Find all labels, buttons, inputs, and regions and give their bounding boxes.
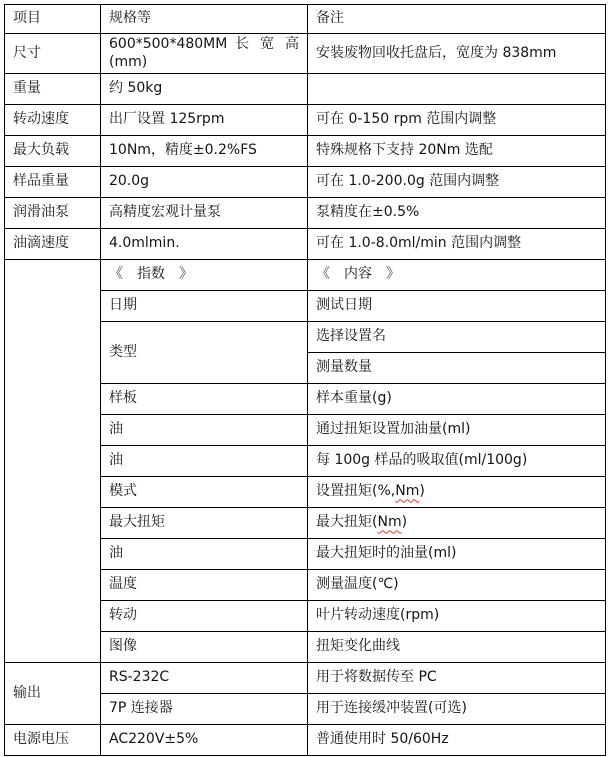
spec-cell: 模式 xyxy=(101,477,308,508)
note-cell: 安装废物回收托盘后，宽度为 838mm xyxy=(308,34,606,74)
row-weight xyxy=(5,74,606,105)
size-spec-line1: 600*500*480MM 长 宽 高 xyxy=(109,36,299,52)
note-cell: 用于将数据传至 PC xyxy=(308,663,606,694)
spec-cell: 4.0mlmin. xyxy=(101,229,308,260)
spec-cell: 油 xyxy=(101,415,308,446)
row-power xyxy=(5,725,606,756)
note-text-post: ) xyxy=(419,483,425,500)
note-cell: 选择设置名 xyxy=(308,322,606,353)
spec-cell: 温度 xyxy=(101,570,308,601)
spec-cell: 7P 连接器 xyxy=(101,694,308,725)
note-cell: 可在 1.0-200.0g 范围内调整 xyxy=(308,167,606,198)
note-cell xyxy=(308,508,606,539)
row-rotation-speed xyxy=(5,105,606,136)
note-cell: 样本重量(g) xyxy=(308,384,606,415)
note-cell: 泵精度在±0.5% xyxy=(308,198,606,229)
spec-cell: 10Nm，精度±0.2%FS xyxy=(101,136,308,167)
item-cell: 重量 xyxy=(5,74,101,105)
spec-cell: 图像 xyxy=(101,632,308,663)
header-item-cell: 项目 xyxy=(5,5,101,34)
note-cell xyxy=(308,477,606,508)
row-index-header xyxy=(5,260,606,291)
note-cell: 可在 1.0-8.0ml/min 范围内调整 xyxy=(308,229,606,260)
header-note-cell: 备注 xyxy=(308,5,606,34)
header-row xyxy=(5,5,606,34)
note-text-pre: 设置扭矩(%, xyxy=(316,483,396,500)
spec-cell: 日期 xyxy=(101,291,308,322)
note-cell: 特殊规格下支持 20Nm 选配 xyxy=(308,136,606,167)
merged-empty-item-cell xyxy=(5,260,101,663)
spellcheck-wavy-underline: Nm xyxy=(395,483,420,500)
spec-cell: RS-232C xyxy=(101,663,308,694)
spec-cell: 最大扭矩 xyxy=(101,508,308,539)
item-cell: 样品重量 xyxy=(5,167,101,198)
spec-cell: 转动 xyxy=(101,601,308,632)
note-cell: 用于连接缓冲装置(可选) xyxy=(308,694,606,725)
note-cell: 测量数量 xyxy=(308,353,606,384)
note-cell: 每 100g 样品的吸取值(ml/100g) xyxy=(308,446,606,477)
content-header-cell: 《 内容 》 xyxy=(308,260,606,291)
note-cell: 扭矩变化曲线 xyxy=(308,632,606,663)
note-text-pre: 最大扭矩( xyxy=(316,514,378,531)
note-cell: 叶片转动速度(rpm) xyxy=(308,601,606,632)
item-cell: 转动速度 xyxy=(5,105,101,136)
item-cell: 电源电压 xyxy=(5,725,101,756)
spec-cell: 出厂设置 125rpm xyxy=(101,105,308,136)
row-output-rs232 xyxy=(5,663,606,694)
note-cell xyxy=(308,74,606,105)
item-cell: 输出 xyxy=(5,663,101,725)
note-cell: 测量温度(℃) xyxy=(308,570,606,601)
spec-cell: 20.0g xyxy=(101,167,308,198)
index-header-cell: 《 指数 》 xyxy=(101,260,308,291)
header-spec-cell: 规格等 xyxy=(101,5,308,34)
spec-cell: 油 xyxy=(101,539,308,570)
spec-cell: 高精度宏观计量泵 xyxy=(101,198,308,229)
note-cell: 普通使用时 50/60Hz xyxy=(308,725,606,756)
size-spec-line2: (mm) xyxy=(109,53,148,70)
note-cell: 最大扭矩时的油量(ml) xyxy=(308,539,606,570)
spec-cell xyxy=(101,34,308,74)
item-cell: 润滑油泵 xyxy=(5,198,101,229)
spellcheck-wavy-underline: Nm xyxy=(377,514,402,531)
item-cell: 油滴速度 xyxy=(5,229,101,260)
spec-cell: 样板 xyxy=(101,384,308,415)
spec-cell: 油 xyxy=(101,446,308,477)
spec-cell: 类型 xyxy=(101,322,308,384)
row-max-load xyxy=(5,136,606,167)
spec-cell: 约 50kg xyxy=(101,74,308,105)
note-cell: 测试日期 xyxy=(308,291,606,322)
row-oil-pump xyxy=(5,198,606,229)
spec-table xyxy=(4,4,606,756)
note-cell: 可在 0-150 rpm 范围内调整 xyxy=(308,105,606,136)
item-cell: 最大负载 xyxy=(5,136,101,167)
row-size xyxy=(5,34,606,74)
note-text-post: ) xyxy=(401,514,408,531)
note-cell: 通过扭矩设置加油量(ml) xyxy=(308,415,606,446)
row-drip-speed xyxy=(5,229,606,260)
item-cell: 尺寸 xyxy=(5,34,101,74)
spec-cell: AC220V±5% xyxy=(101,725,308,756)
row-sample-weight xyxy=(5,167,606,198)
